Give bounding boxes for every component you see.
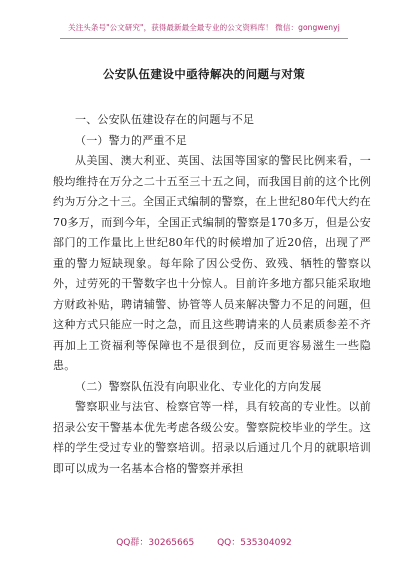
footer-qq-group: QQ群：30265665 bbox=[116, 538, 195, 548]
subsection-heading-2: （二）警察队伍没有向职业化、专业化的方向发展 bbox=[75, 379, 322, 393]
document-title: 公安队伍建设中亟待解决的问题与对策 bbox=[102, 67, 306, 81]
header-banner: 关注头条号"公文研究"，获得最新最全最专业的公文资料库！ 微信：gongwenyj bbox=[68, 23, 340, 32]
subsection-heading: （一）警力的严重不足 bbox=[75, 133, 187, 147]
body-paragraph-2: 警察职业与法官、检察官等一样，具有较高的专业性。以前招录公安干警基本优先考虑各级公安。警察院校毕业的学生。这样的学生受过专业的警察培训。招录以后通过几个月的就职培训即可以成为一名基本合格的警察并承担 bbox=[53, 400, 371, 475]
document-body bbox=[53, 110, 371, 479]
footer-qq: QQ：535304092 bbox=[217, 538, 292, 548]
header-divider bbox=[60, 38, 348, 39]
footer-contact bbox=[0, 535, 408, 548]
section-heading: 一、公安队伍建设存在的问题与不足 bbox=[75, 113, 255, 126]
body-paragraph: 从美国、澳大利亚、英国、法国等国家的警民比例来看，一般均维持在万分之二十五至三十五之间，而我国目前的这个比例约为万分之十三。全国正式编制的警察，在上世纪80年代大约在70多万，而到今年，全国正式编制的警察是170多万，但是公安部门的工作量比上世纪80年代的时候增加了近20倍，出现了严重的警力短缺现象。每年除了因公受伤、致残、牺牲的警察以外，过劳死的干警数字也十分惊人。目前许多地方都只能采取地方财政补贴，聘请辅警、协管等人员来解决警力不足的问题，但这种方式只能应一时之急，而且这些聘请来的人员素质参差不齐再加上工资福利等保障也不是很到位，反而更容易滋生一些隐患。 bbox=[53, 154, 371, 372]
